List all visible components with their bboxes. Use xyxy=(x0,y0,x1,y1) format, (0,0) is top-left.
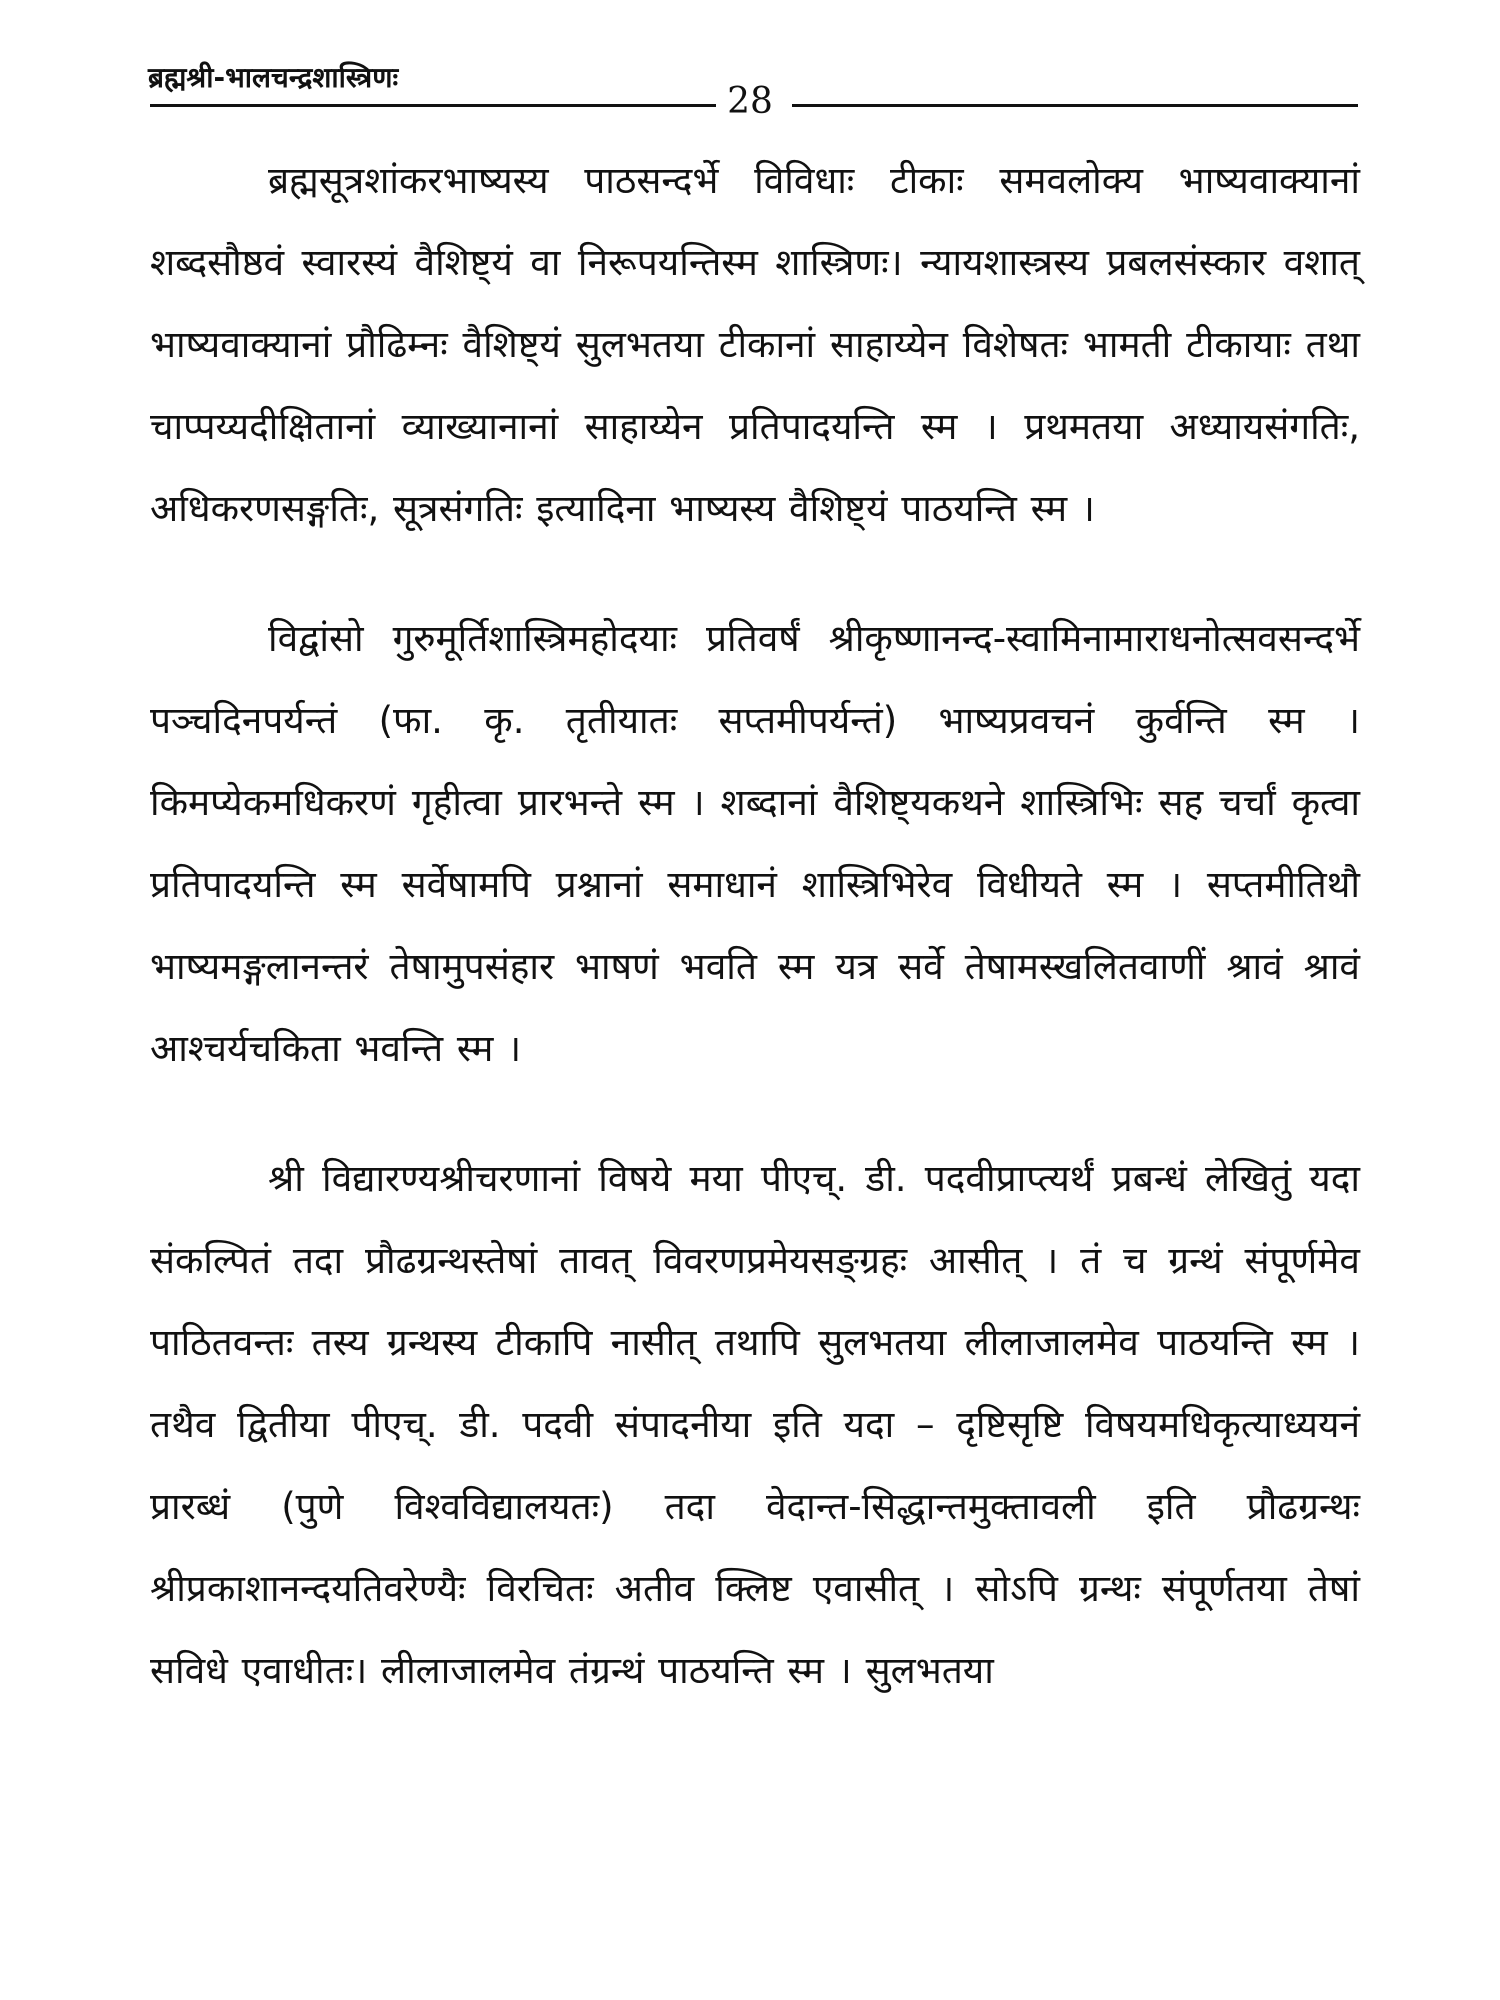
paragraph-3: श्री विद्यारण्यश्रीचरणानां विषये मया पीएच्. डी. पदवीप्राप्त्यर्थं प्रबन्धं लेखितुं यदा संकल्पितं तदा प्रौढग्रन्थस्तेषां तावत् विवरणप्रमेयसङ्ग्रहः आसीत् । तं च ग्रन्थं संपूर्णमेव पाठितवन्तः तस्य ग्रन्थस्य टीकापि नासीत् तथापि सुलभतया लीलाजालमेव पाठयन्ति स्म । तथैव द्वितीया पीएच्. डी. पदवी संपादनीया इति यदा – दृष्टिसृष्टि विषयमधिकृत्याध्ययनं प्रारब्धं (पुणे विश्वविद्यालयतः) तदा वेदान्त-सिद्धान्तमुक्तावली इति प्रौढग्रन्थः श्रीप्रकाशानन्दयतिवरेण्यैः विरचितः अतीव क्लिष्ट एवासीत् । सोऽपि ग्रन्थः संपूर्णतया तेषां सविधे एवाधीतः। लीलाजालमेव तंग्रन्थं पाठयन्ति स्म । सुलभतया xyxy=(150,1157,1360,1692)
header-rule-left xyxy=(150,104,716,107)
running-title: ब्रह्मश्री-भालचन्द्रशास्त्रिणः xyxy=(148,61,399,94)
page-number: 28 xyxy=(727,81,773,122)
header-rule-right xyxy=(792,104,1358,107)
body-text xyxy=(150,140,1360,1712)
paragraph-1: ब्रह्मसूत्रशांकरभाष्यस्य पाठसन्दर्भे विविधाः टीकाः समवलोक्य भाष्यवाक्यानां शब्दसौष्ठवं स्वारस्यं वैशिष्ट्यं वा निरूपयन्तिस्म शास्त्रिणः। न्यायशास्त्रस्य प्रबलसंस्कार वशात् भाष्यवाक्यानां प्रौढिम्नः वैशिष्ट्यं सुलभतया टीकानां साहाय्येन विशेषतः भामती टीकायाः तथा चाप्पय्यदीक्षितानां व्याख्यानानां साहाय्येन प्रतिपादयन्ति स्म । प्रथमतया अध्यायसंगतिः, अधिकरणसङ्गतिः, सूत्रसंगतिः इत्यादिना भाष्यस्य वैशिष्ट्यं पाठयन्ति स्म । xyxy=(150,159,1360,530)
paragraph-2: विद्वांसो गुरुमूर्तिशास्त्रिमहोदयाः प्रतिवर्षं श्रीकृष्णानन्द-स्वामिनामाराधनोत्सवसन्दर्भे पञ्चदिनपर्यन्तं (फा. कृ. तृतीयातः सप्तमीपर्यन्तं) भाष्यप्रवचनं कुर्वन्ति स्म । किमप्येकमधिकरणं गृहीत्वा प्रारभन्ते स्म । शब्दानां वैशिष्ट्यकथने शास्त्रिभिः सह चर्चां कृत्वा प्रतिपादयन्ति स्म सर्वेषामपि प्रश्नानां समाधानं शास्त्रिभिरेव विधीयते स्म । सप्तमीतिथौ भाष्यमङ्गलानन्तरं तेषामुपसंहार भाषणं भवति स्म यत्र सर्वे तेषामस्खलितवाणीं श्रावं श्रावं आश्चर्यचकिता भवन्ति स्म । xyxy=(150,617,1360,1070)
